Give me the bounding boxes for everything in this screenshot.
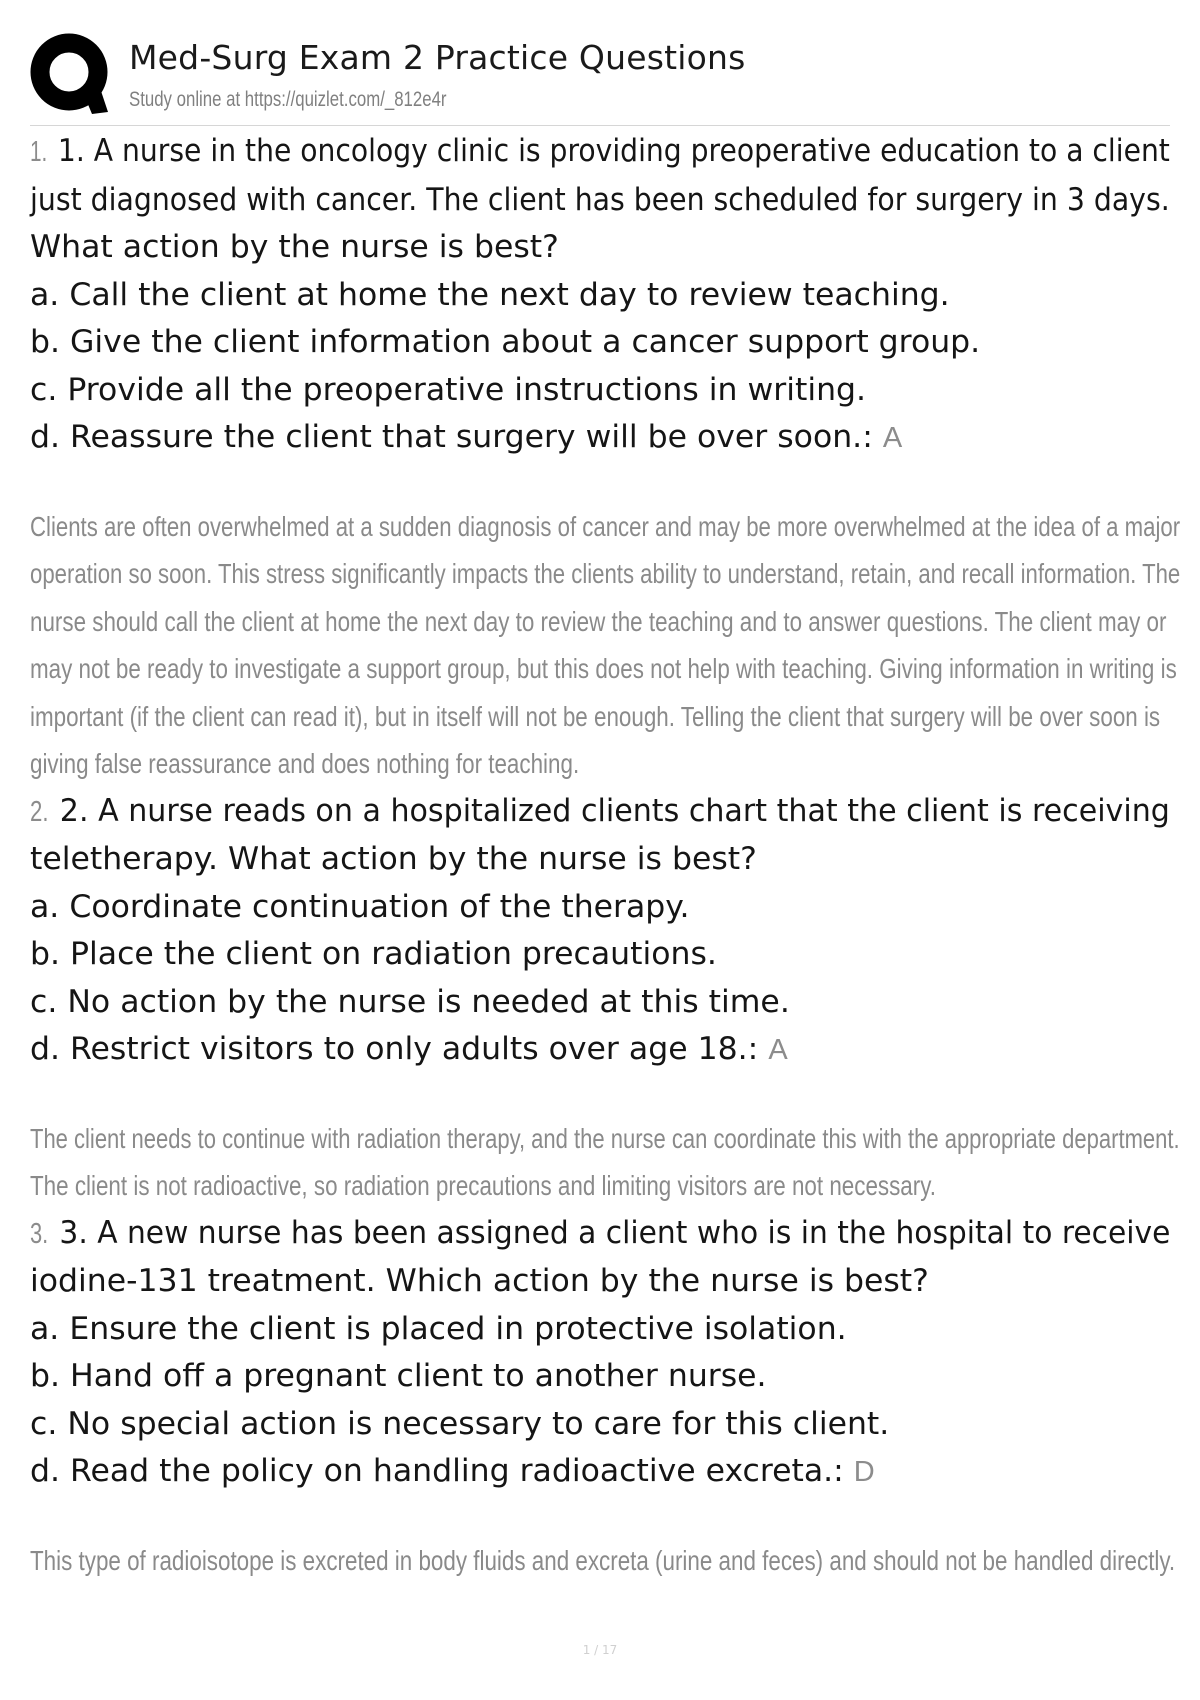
question-text: [30, 128, 1175, 463]
page-indicator: 1 / 17: [582, 1643, 618, 1657]
explanation-line: important (if the client can read it), but in itself will not be enough. Telling the client that surgery will be over soon is: [30, 700, 1161, 732]
question-text: [30, 1210, 1175, 1497]
question-number: 1.: [30, 136, 48, 168]
study-online-link-text: Study online at https://quizlet.com/_812e4r: [129, 88, 447, 111]
explanation-line: nurse should call the client at home the next day to review the teaching and to answer questions. The client may or: [30, 605, 1167, 637]
explanation-line: giving false reassurance and does nothing for teaching.: [30, 748, 580, 779]
question-block: [30, 128, 1181, 788]
option-a: a. Call the client at home the next day to review teaching.: [30, 276, 950, 313]
question-number: 2.: [30, 795, 49, 828]
question-line: 1. 1. A nurse in the oncology clinic is providing preoperative education to a client: [30, 128, 1055, 177]
questions-list: [30, 128, 1181, 1584]
option-a: a. Coordinate continuation of the therapy.: [30, 888, 690, 925]
option-d: d. Read the policy on handling radioactive excreta.: D: [30, 1453, 875, 1489]
option-c: c. No action by the nurse is needed at this time.: [30, 983, 790, 1020]
explanation-line: The client is not radioactive, so radiation precautions and limiting visitors are not necessary.: [30, 1170, 936, 1201]
explanation-line: This type of radioisotope is excreted in body fluids and excreta (urine and feces) and should not be handled directly.: [30, 1544, 1176, 1576]
document-header: [30, 30, 1170, 126]
document-title: Med-Surg Exam 2 Practice Questions: [129, 38, 746, 77]
option-b: b. Hand off a pregnant client to another nurse.: [30, 1358, 767, 1394]
question-line: teletherapy. What action by the nurse is best?: [30, 841, 757, 877]
option-d: d. Reassure the client that surgery will be over soon.: A: [30, 419, 903, 455]
option-a: a. Ensure the client is placed in protective isolation.: [30, 1310, 847, 1347]
option-d: d. Restrict visitors to only adults over age 18.: A: [30, 1031, 788, 1067]
answer-explanation: [30, 1115, 1180, 1210]
answer-letter: A: [768, 1034, 788, 1066]
question-block: [30, 1210, 1175, 1585]
option-b: b. Place the client on radiation precautions.: [30, 936, 717, 972]
option-c: c. No special action is necessary to care for this client.: [30, 1405, 890, 1442]
question-block: [30, 788, 1180, 1210]
explanation-line: operation so soon. This stress significantly impacts the clients ability to understand, retain, and recall information. The: [30, 558, 1181, 589]
question-line: 2. 2. A nurse reads on a hospitalized clients chart that the client is receiving: [30, 788, 1123, 837]
explanation-line: Clients are often overwhelmed at a sudden diagnosis of cancer and may be more overwhelmed at the idea of a major: [30, 510, 1181, 542]
option-b: b. Give the client information about a cancer support group.: [30, 324, 981, 360]
explanation-line: The client needs to continue with radiation therapy, and the nurse can coordinate this with the appropriate department.: [30, 1122, 1180, 1154]
question-line: just diagnosed with cancer. The client has been scheduled for surgery in 3 days.: [30, 181, 1170, 218]
question-line: What action by the nurse is best?: [30, 229, 559, 265]
question-line: iodine-131 treatment. Which action by the nurse is best?: [30, 1263, 929, 1299]
answer-letter: D: [853, 1456, 875, 1488]
answer-letter: A: [882, 422, 903, 454]
answer-explanation: [30, 1537, 1175, 1585]
quizlet-q-logo-icon: [30, 32, 110, 120]
question-line: 3. 3. A new nurse has been assigned a client who is in the hospital to receive: [30, 1210, 1110, 1259]
explanation-line: may not be ready to investigate a support group, but this does not help with teaching. Giving information in writing is: [30, 653, 1177, 684]
option-c: c. Provide all the preoperative instructions in writing.: [30, 371, 867, 408]
question-text: [30, 788, 1175, 1075]
answer-explanation: [30, 503, 1181, 788]
question-number: 3.: [30, 1217, 49, 1250]
